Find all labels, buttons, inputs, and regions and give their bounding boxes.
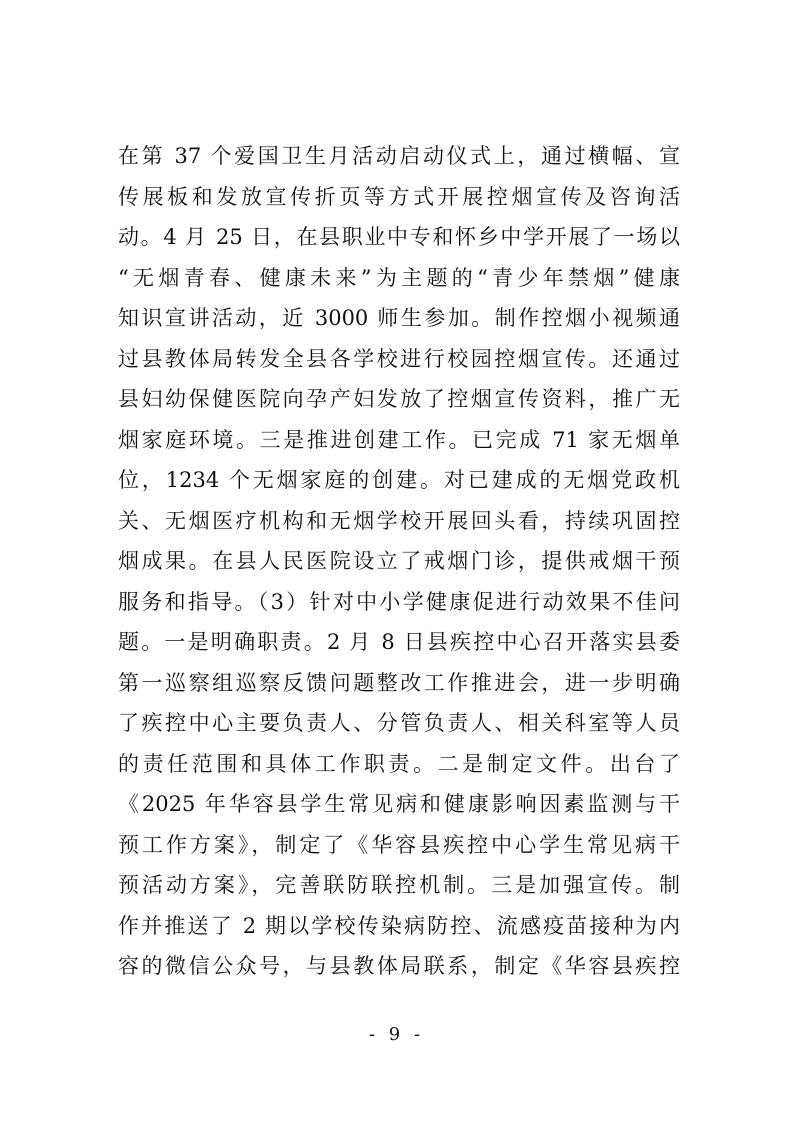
text-line: 第一巡察组巡察反馈问题整改工作推进会，进一步明确 [118, 670, 680, 695]
text-line: 烟成果。在县人民医院设立了戒烟门诊，提供戒烟干预 [118, 549, 680, 573]
text-line: 过县教体局转发全县各学校进行校园控烟宣传。还通过 [118, 346, 680, 371]
text-line: 预活动方案》，完善联防联控机制。三是加强宣传。制 [118, 873, 680, 897]
text-line: 知识宣讲活动，近 3000 师生参加。制作控烟小视频通 [118, 306, 680, 330]
text-line: 位，1234 个无烟家庭的创建。对已建成的无烟党政机 [118, 468, 680, 492]
text-line: 在第 37 个爱国卫生月活动启动仪式上，通过横幅、宣 [118, 144, 680, 168]
text-line: 关、无烟医疗机构和无烟学校开展回头看，持续巩固控 [118, 508, 680, 533]
text-line: 传展板和发放宣传折页等方式开展控烟宣传及咨询活 [118, 184, 680, 209]
text-line: 容的微信公众号，与县教体局联系，制定《华容县疾控 [118, 954, 680, 978]
body-text [118, 136, 680, 987]
text-line: 动。4 月 25 日，在县职业中专和怀乡中学开展了一场以 [118, 225, 680, 249]
text-line: 服务和指导。（3）针对中小学健康促进行动效果不佳问 [118, 589, 680, 614]
text-line: 题。一是明确职责。2 月 8 日县疾控中心召开落实县委 [118, 630, 680, 654]
text-line: 县妇幼保健医院向孕产妇发放了控烟宣传资料，推广无 [118, 387, 680, 411]
text-line: 预工作方案》，制定了《华容县疾控中心学生常见病干 [118, 832, 680, 857]
text-line: 《2025 年华容县学生常见病和健康影响因素监测与干 [118, 792, 680, 816]
page-number: - 9 - [368, 1024, 425, 1045]
text-line: 了疾控中心主要负责人、分管负责人、相关科室等人员 [118, 711, 680, 735]
text-line: “无烟青春、健康未来”为主题的“青少年禁烟”健康 [118, 265, 680, 290]
text-line: 烟家庭环境。三是推进创建工作。已完成 71 家无烟单 [118, 427, 680, 452]
text-line: 的责任范围和具体工作职责。二是制定文件。出台了 [118, 751, 680, 776]
text-line: 作并推送了 2 期以学校传染病防控、流感疫苗接种为内 [118, 913, 680, 938]
